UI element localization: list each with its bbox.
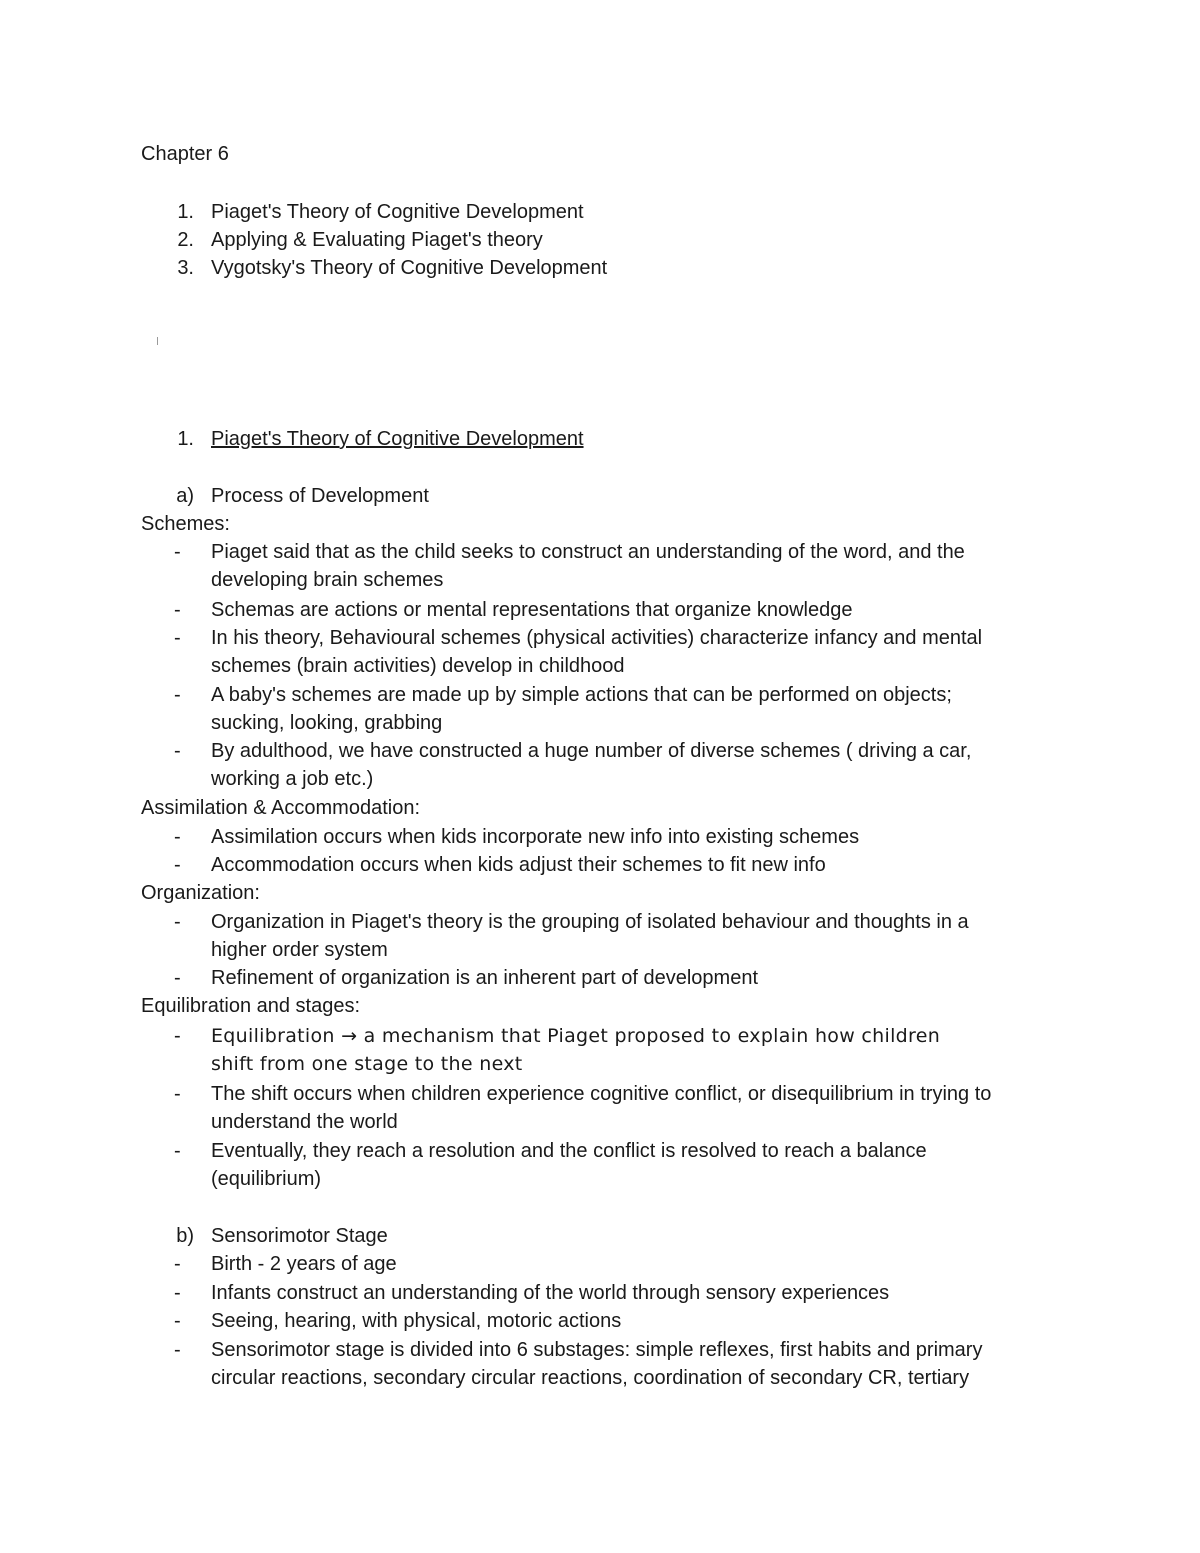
bullet-dash: - xyxy=(174,627,181,649)
toc-number: 3. xyxy=(177,257,194,279)
bullet-text: developing brain schemes xyxy=(211,569,444,591)
bullet-dash: - xyxy=(174,1310,181,1332)
bullet-text: (equilibrium) xyxy=(211,1168,322,1190)
bullet-text: A baby's schemes are made up by simple actions that can be performed on objects; xyxy=(211,684,952,706)
toc-item: Piaget's Theory of Cognitive Development xyxy=(211,201,584,223)
bullet-dash: - xyxy=(174,1282,181,1304)
bullet-text: Sensorimotor stage is divided into 6 substages: simple reflexes, first habits and primary xyxy=(211,1339,983,1361)
bullet-text: understand the world xyxy=(211,1111,398,1133)
bullet-text: working a job etc.) xyxy=(211,768,374,790)
schemes-heading: Schemes: xyxy=(141,513,230,535)
toc-item: Applying & Evaluating Piaget's theory xyxy=(211,229,543,251)
bullet-text: Assimilation occurs when kids incorporate new info into existing schemes xyxy=(211,826,860,848)
bullet-text: Infants construct an understanding of the world through sensory experiences xyxy=(211,1282,890,1304)
bullet-text: Equilibration → a mechanism that Piaget proposed to explain how children xyxy=(211,1025,941,1047)
section-number: 1. xyxy=(177,428,194,450)
bullet-dash: - xyxy=(174,854,181,876)
bullet-text: sucking, looking, grabbing xyxy=(211,712,443,734)
subsection-title: Process of Development xyxy=(211,485,429,507)
bullet-dash: - xyxy=(174,684,181,706)
bullet-text: Seeing, hearing, with physical, motoric actions xyxy=(211,1310,622,1332)
equilibration-heading: Equilibration and stages: xyxy=(141,995,361,1017)
bullet-dash: - xyxy=(174,1025,181,1047)
subsection-title: Sensorimotor Stage xyxy=(211,1225,388,1247)
section-heading: Piaget's Theory of Cognitive Development xyxy=(211,428,584,450)
page-title: Chapter 6 xyxy=(141,143,229,165)
subsection-label: b) xyxy=(176,1225,194,1247)
bullet-text: Accommodation occurs when kids adjust their schemes to fit new info xyxy=(211,854,826,876)
bullet-dash: - xyxy=(174,599,181,621)
assimilation-heading: Assimilation & Accommodation: xyxy=(141,797,421,819)
organization-heading: Organization: xyxy=(141,882,260,904)
bullet-text: higher order system xyxy=(211,939,388,961)
toc-item: Vygotsky's Theory of Cognitive Development xyxy=(211,257,608,279)
bullet-dash: - xyxy=(174,967,181,989)
bullet-text: The shift occurs when children experience cognitive conflict, or disequilibrium in trying to xyxy=(211,1083,992,1105)
subsection-label: a) xyxy=(176,485,194,507)
bullet-text: By adulthood, we have constructed a huge number of diverse schemes ( driving a car, xyxy=(211,740,972,762)
bullet-text: In his theory, Behavioural schemes (physical activities) characterize infancy and mental xyxy=(211,627,983,649)
toc-number: 1. xyxy=(177,201,194,223)
bullet-text: Refinement of organization is an inherent part of development xyxy=(211,967,759,989)
toc-number: 2. xyxy=(177,229,194,251)
bullet-text: shift from one stage to the next xyxy=(211,1053,523,1075)
bullet-dash: - xyxy=(174,1253,181,1275)
bullet-dash: - xyxy=(174,911,181,933)
bullet-dash: - xyxy=(174,1083,181,1105)
cursor-mark xyxy=(157,337,158,345)
bullet-text: Eventually, they reach a resolution and the conflict is resolved to reach a balance xyxy=(211,1140,927,1162)
bullet-dash: - xyxy=(174,1339,181,1361)
bullet-text: Piaget said that as the child seeks to construct an understanding of the word, and the xyxy=(211,541,965,563)
bullet-text: schemes (brain activities) develop in childhood xyxy=(211,655,625,677)
bullet-dash: - xyxy=(174,826,181,848)
bullet-text: Schemas are actions or mental representations that organize knowledge xyxy=(211,599,853,621)
bullet-dash: - xyxy=(174,740,181,762)
bullet-dash: - xyxy=(174,1140,181,1162)
bullet-text: Organization in Piaget's theory is the grouping of isolated behaviour and thoughts in a xyxy=(211,911,969,933)
bullet-dash: - xyxy=(174,541,181,563)
bullet-text: circular reactions, secondary circular reactions, coordination of secondary CR, tertiary xyxy=(211,1367,970,1389)
bullet-text: Birth - 2 years of age xyxy=(211,1253,397,1275)
